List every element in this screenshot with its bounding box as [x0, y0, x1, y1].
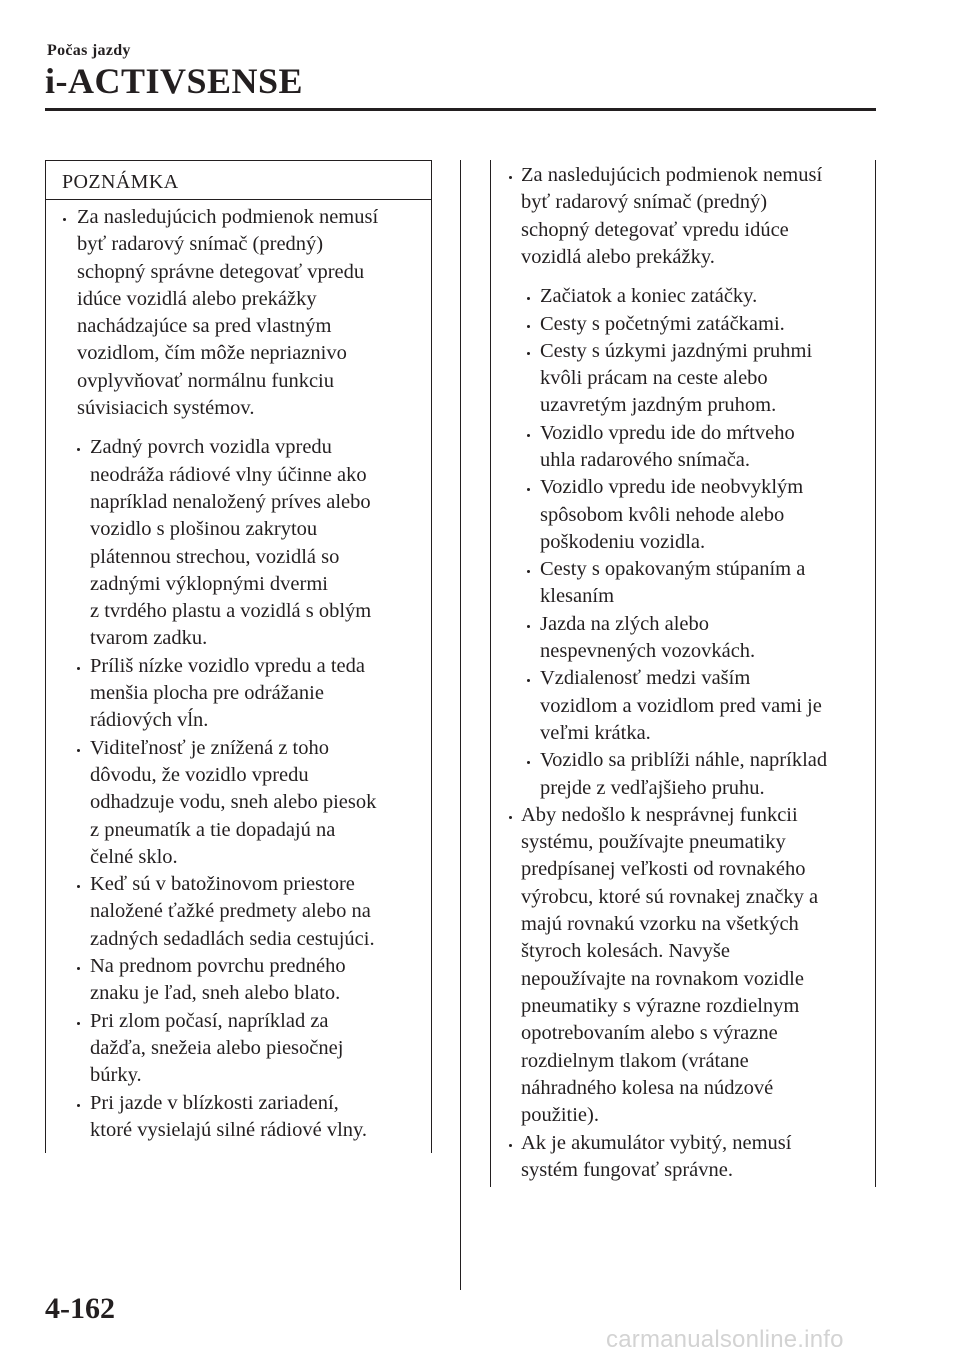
text-line: klesaním [540, 585, 615, 608]
right-bullet-item [540, 420, 795, 475]
text-line: Cesty s opakovaným stúpaním a [540, 558, 806, 581]
right-main-item [521, 1130, 791, 1185]
text-line: Vozidlo sa priblíži náhle, napríklad [540, 749, 828, 772]
text-line: náhradného kolesa na núdzové [521, 1076, 774, 1099]
text-line: Vozidlo vpredu ide neobvyklým [540, 476, 804, 499]
right-bullet-item [540, 665, 822, 747]
text-line: štyroch kolesách. Navyše [521, 940, 730, 963]
note-bullet-item [90, 1090, 367, 1145]
text-line: Na prednom povrchu predného [90, 955, 346, 978]
text-line: znaku je ľad, sneh alebo blato. [90, 982, 341, 1005]
page-number: 4-162 [45, 1292, 115, 1325]
text-line: Príliš nízke vozidlo vpredu a teda [90, 654, 365, 677]
right-bullet-item [540, 338, 812, 420]
text-line: Cesty s početnými zatáčkami. [540, 312, 785, 335]
text-line: zadnými výklopnými dvermi [90, 572, 328, 595]
text-line: z tvrdého plastu a vozidlá s oblým [90, 600, 372, 623]
text-line: Vozidlo vpredu ide do mŕtveho [540, 421, 795, 444]
bullet-dot-icon [509, 1144, 512, 1147]
text-line: Cesty s úzkymi jazdnými pruhmi [540, 339, 813, 362]
text-line: z pneumatík a tie dopadajú na [90, 818, 336, 841]
text-line: vozidlom a vozidlom pred vami je [540, 694, 822, 717]
text-line: dažďa, snežeia alebo piesočnej [90, 1036, 344, 1059]
text-line: čelné sklo. [90, 845, 178, 868]
text-line: byť radarový snímač (predný) [521, 191, 768, 214]
bullet-dot-icon [527, 434, 530, 437]
text-line: odhadzuje vodu, sneh alebo piesok [90, 791, 377, 814]
text-line: zadných sedadlách sedia cestujúci. [90, 927, 375, 950]
text-line: neodráža rádiové vlny účinne ako [90, 463, 367, 486]
right-bullet-item [540, 611, 755, 666]
text-line: Zadný povrch vozidla vpredu [90, 436, 332, 459]
bullet-dot-icon [77, 1104, 80, 1107]
note-intro [77, 204, 378, 422]
bullet-dot-icon [77, 667, 80, 670]
text-line: Ak je akumulátor vybitý, nemusí [521, 1131, 792, 1154]
text-line: uzavretým jazdným pruhom. [540, 394, 777, 417]
bullet-dot-icon [77, 1022, 80, 1025]
text-line: uhla radarového snímača. [540, 448, 751, 471]
text-line: prejde z vedľajšieho pruhu. [540, 776, 765, 799]
text-line: Pri jazde v blízkosti zariadení, [90, 1091, 339, 1114]
text-line: predpísanej veľkosti od rovnakého [521, 858, 806, 881]
text-line: použitie). [521, 1104, 599, 1127]
right-bullet-item [540, 556, 805, 611]
text-line: búrky. [90, 1064, 142, 1087]
note-header [46, 160, 431, 200]
bullet-dot-icon [527, 352, 530, 355]
text-line: Začiatok a koniec zatáčky. [540, 285, 758, 308]
text-line: ktoré vysielajú silné rádiové vlny. [90, 1118, 368, 1141]
note-bullet-item [90, 434, 371, 652]
bullet-dot-icon [63, 218, 66, 221]
text-line: naložené ťažké predmety alebo na [90, 900, 371, 923]
chapter-title: i-ACTIVSENSE [45, 61, 304, 101]
note-bullet-item [90, 653, 365, 735]
text-line: Keď sú v batožinovom priestore [90, 873, 355, 896]
header-rule [45, 108, 876, 111]
text-line: schopný správne detegovať vpredu [77, 260, 365, 283]
text-line: nespevnených vozovkách. [540, 640, 756, 663]
note-title: POZNÁMKA [62, 171, 179, 193]
text-line: nepoužívajte na rovnakom vozidle [521, 967, 804, 990]
text-line: veľmi krátka. [540, 721, 651, 744]
text-line: idúce vozidlá alebo prekážky [77, 287, 317, 310]
column-divider [460, 160, 461, 1290]
text-line: Vzdialenosť medzi vaším [540, 667, 751, 690]
section-label: Počas jazdy [47, 42, 131, 59]
text-line: rádiových vĺn. [90, 709, 209, 732]
note-bullet-item [90, 953, 346, 1008]
text-line: majú rovnakú vzorku na všetkých [521, 913, 799, 936]
note-bullet-item [90, 735, 376, 871]
text-line: ovplyvňovať normálnu funkciu [77, 369, 334, 392]
text-line: súvisiacich systémov. [77, 397, 255, 420]
text-line: výrobcu, ktoré sú rovnakej značky a [521, 885, 819, 908]
bullet-dot-icon [527, 625, 530, 628]
text-line: Jazda na zlých alebo [540, 612, 710, 635]
note-bullet-item [90, 1008, 343, 1090]
text-line: kvôli prácam na ceste alebo [540, 367, 768, 390]
text-line: vozidlom, čím môže nepriaznivo [77, 342, 347, 365]
text-line: nachádzajúce sa pred vlastným [77, 315, 332, 338]
text-line: spôsobom kvôli nehode alebo [540, 503, 785, 526]
text-line: pneumatiky s výrazne rozdielnym [521, 994, 800, 1017]
text-line: rozdielnym tlakom (vrátane [521, 1049, 749, 1072]
text-line: dôvodu, že vozidlo vpredu [90, 763, 309, 786]
right-bullet-item [540, 311, 785, 338]
note-bullet-item [90, 871, 375, 953]
right-bullet-item [540, 283, 757, 310]
text-line: napríklad nenaložený príves alebo [90, 490, 371, 513]
text-line: Za nasledujúcich podmienok nemusí [521, 164, 823, 186]
bullet-dot-icon [77, 749, 80, 752]
text-line: Aby nedošlo k nesprávnej funkcii [521, 803, 798, 826]
text-line: poškodeniu vozidla. [540, 530, 706, 553]
right-bullet-item [540, 747, 827, 802]
text-line: menšia plocha pre odrážanie [90, 682, 324, 705]
text-line: systému, používajte pneumatiky [521, 831, 786, 854]
text-line: Pri zlom počasí, napríklad za [90, 1009, 329, 1032]
text-line: Viditeľnosť je znížená z toho [90, 736, 330, 759]
text-line: schopný detegovať vpredu idúce [521, 218, 789, 241]
text-line: tvarom zadku. [90, 627, 208, 650]
right-bullet-item [540, 474, 803, 556]
right-intro [521, 162, 822, 271]
bullet-dot-icon [509, 816, 512, 819]
text-line: vozidlo s plošinou zakrytou [90, 518, 318, 541]
watermark: carmanualsonline.info [606, 1326, 844, 1353]
bullet-dot-icon [509, 176, 512, 179]
right-main-item [521, 802, 818, 1130]
text-line: vozidlá alebo prekážky. [521, 245, 715, 268]
text-line: systém fungovať správne. [521, 1158, 734, 1181]
text-line: opotrebovaním alebo s výrazne [521, 1022, 778, 1045]
text-line: byť radarový snímač (predný) [77, 233, 324, 256]
text-line: Za nasledujúcich podmienok nemusí [77, 206, 379, 228]
text-line: plátennou strechou, vozidlá so [90, 545, 340, 568]
bullet-dot-icon [527, 325, 530, 328]
